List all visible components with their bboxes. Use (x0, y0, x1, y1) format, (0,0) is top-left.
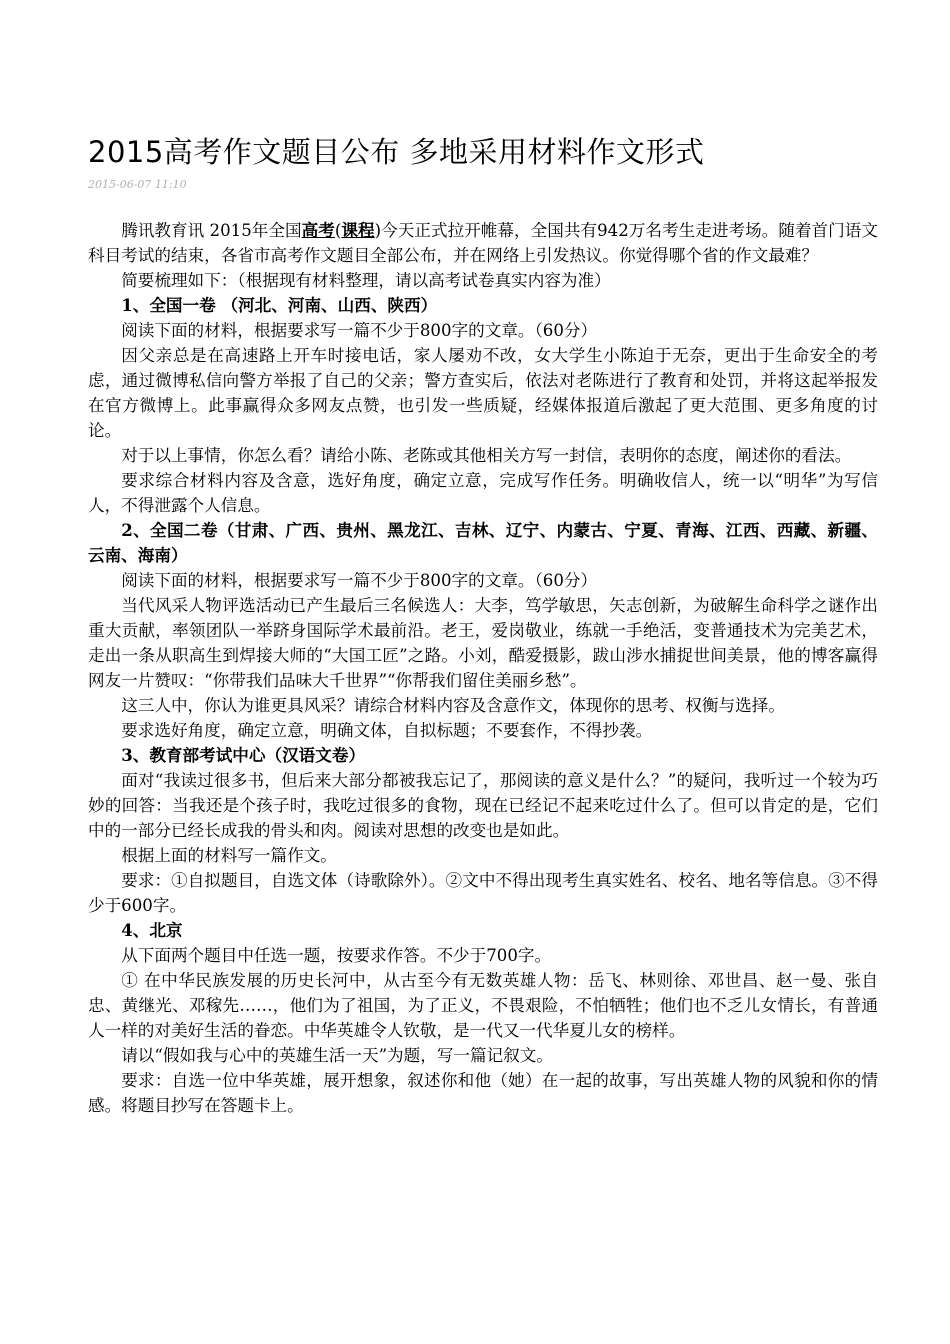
paragraph: 阅读下面的材料，根据要求写一篇不少于800字的文章。（60分） (121, 321, 598, 340)
section-heading-2: 2、全国二卷（甘肃、广西、贵州、黑龙江、吉林、辽宁、内蒙古、宁夏、青海、江西、西藏、新疆、云南、海南） (88, 520, 878, 565)
paragraph: 因父亲总是在高速路上开车时接电话，家人屡劝不改，女大学生小陈迫于无奈，更出于生命安全的考虑，通过微博私信向警方举报了自己的父亲；警方查实后，依法对老陈进行了教育和处罚，并将这起举报发在官方微博上。此事赢得众多网友点赞，也引发一些质疑，经媒体报道后激起了更大范围、更多角度的讨论。 (88, 346, 878, 440)
intro-paragraph (88, 218, 878, 268)
article (88, 132, 878, 1118)
intro-text-rest: )今天正式拉开帷幕，全国共有942万名考生走进考场。随着首门语文科目考试的结束，各省市高考作文题目全部公布，并在网络上引发热议。你觉得哪个省的作文最难？ (88, 221, 878, 265)
paragraph: ① 在中华民族发展的历史长河中，从古至今有无数英雄人物：岳飞、林则徐、邓世昌、赵一曼、张自忠、黄继光、邓稼先……，他们为了祖国，为了正义，不畏艰险，不怕牺牲；他们也不乏儿女情长，有普通人一样的对美好生活的眷恋。中华英雄令人钦敬，是一代又一代华夏儿女的榜样。 (88, 971, 878, 1040)
paragraph: 这三人中，你认为谁更具风采？请综合材料内容及含意作文，体现你的思考、权衡与选择。 (121, 696, 785, 715)
article-date: 2015-06-07 11:10 (88, 178, 187, 191)
section-heading-1: 1、全国一卷 （河北、河南、山西、陕西） (121, 295, 438, 315)
article-title: 2015高考作文题目公布 多地采用材料作文形式 (88, 135, 705, 169)
section-heading-4: 4、北京 (121, 920, 183, 940)
paragraph: 要求综合材料内容及含意，选好角度，确定立意，完成写作任务。明确收信人，统一以“明华”为写信人，不得泄露个人信息。 (88, 471, 878, 515)
article-body (88, 218, 878, 1118)
paragraph: 对于以上事情，你怎么看？请给小陈、老陈或其他相关方写一封信，表明你的态度，阐述你的看法。 (121, 446, 852, 465)
paragraph: 根据上面的材料写一篇作文。 (121, 846, 337, 865)
section-heading-3: 3、教育部考试中心（汉语文卷） (121, 745, 366, 765)
paragraph: 要求选好角度，确定立意，明确文体，自拟标题；不要套作，不得抄袭。 (121, 721, 653, 740)
paragraph: 当代风采人物评选活动已产生最后三名候选人：大李，笃学敏思，矢志创新，为破解生命科学之谜作出重大贡献，率领团队一举跻身国际学术最前沿。老王，爱岗敬业，练就一手绝活，变普通技术为完美艺术，走出一条从职高生到焊接大师的“大国工匠”之路。小刘，酷爱摄影，跋山涉水捕捉世间美景，他的博客赢得网友一片赞叹：“你带我们品味大千世界”“你帮我们留住美丽乡愁”。 (88, 596, 878, 690)
paragraph: 阅读下面的材料，根据要求写一篇不少于800字的文章。（60分） (121, 571, 598, 590)
link-gaokao[interactable]: 高考 (301, 220, 335, 240)
paragraph: 要求：①自拟题目，自选文体（诗歌除外）。②文中不得出现考生真实姓名、校名、地名等信息。③不得少于600字。 (88, 871, 878, 915)
paragraph: 从下面两个题目中任选一题，按要求作答。不少于700字。 (121, 946, 552, 965)
summary-paragraph: 简要梳理如下：（根据现有材料整理，请以高考试卷真实内容为准） (121, 271, 611, 290)
paragraph: 要求：自选一位中华英雄，展开想象，叙述你和他（她）在一起的故事，写出英雄人物的风貌和你的情感。将题目抄写在答题卡上。 (88, 1071, 878, 1115)
paragraph: 面对“我读过很多书，但后来大部分都被我忘记了，那阅读的意义是什么？”的疑问，我听过一个较为巧妙的回答：当我还是个孩子时，我吃过很多的食物，现在已经记不起来吃过什么了。但可以肯定的是，它们中的一部分已经长成我的骨头和肉。阅读对思想的改变也是如此。 (88, 771, 878, 840)
intro-text: 腾讯教育讯 2015年全国 (121, 221, 302, 240)
paragraph: 请以“假如我与心中的英雄生活一天”为题，写一篇记叙文。 (121, 1046, 553, 1065)
intro-paren: ( (334, 221, 342, 240)
link-kecheng[interactable]: 课程 (341, 220, 375, 240)
